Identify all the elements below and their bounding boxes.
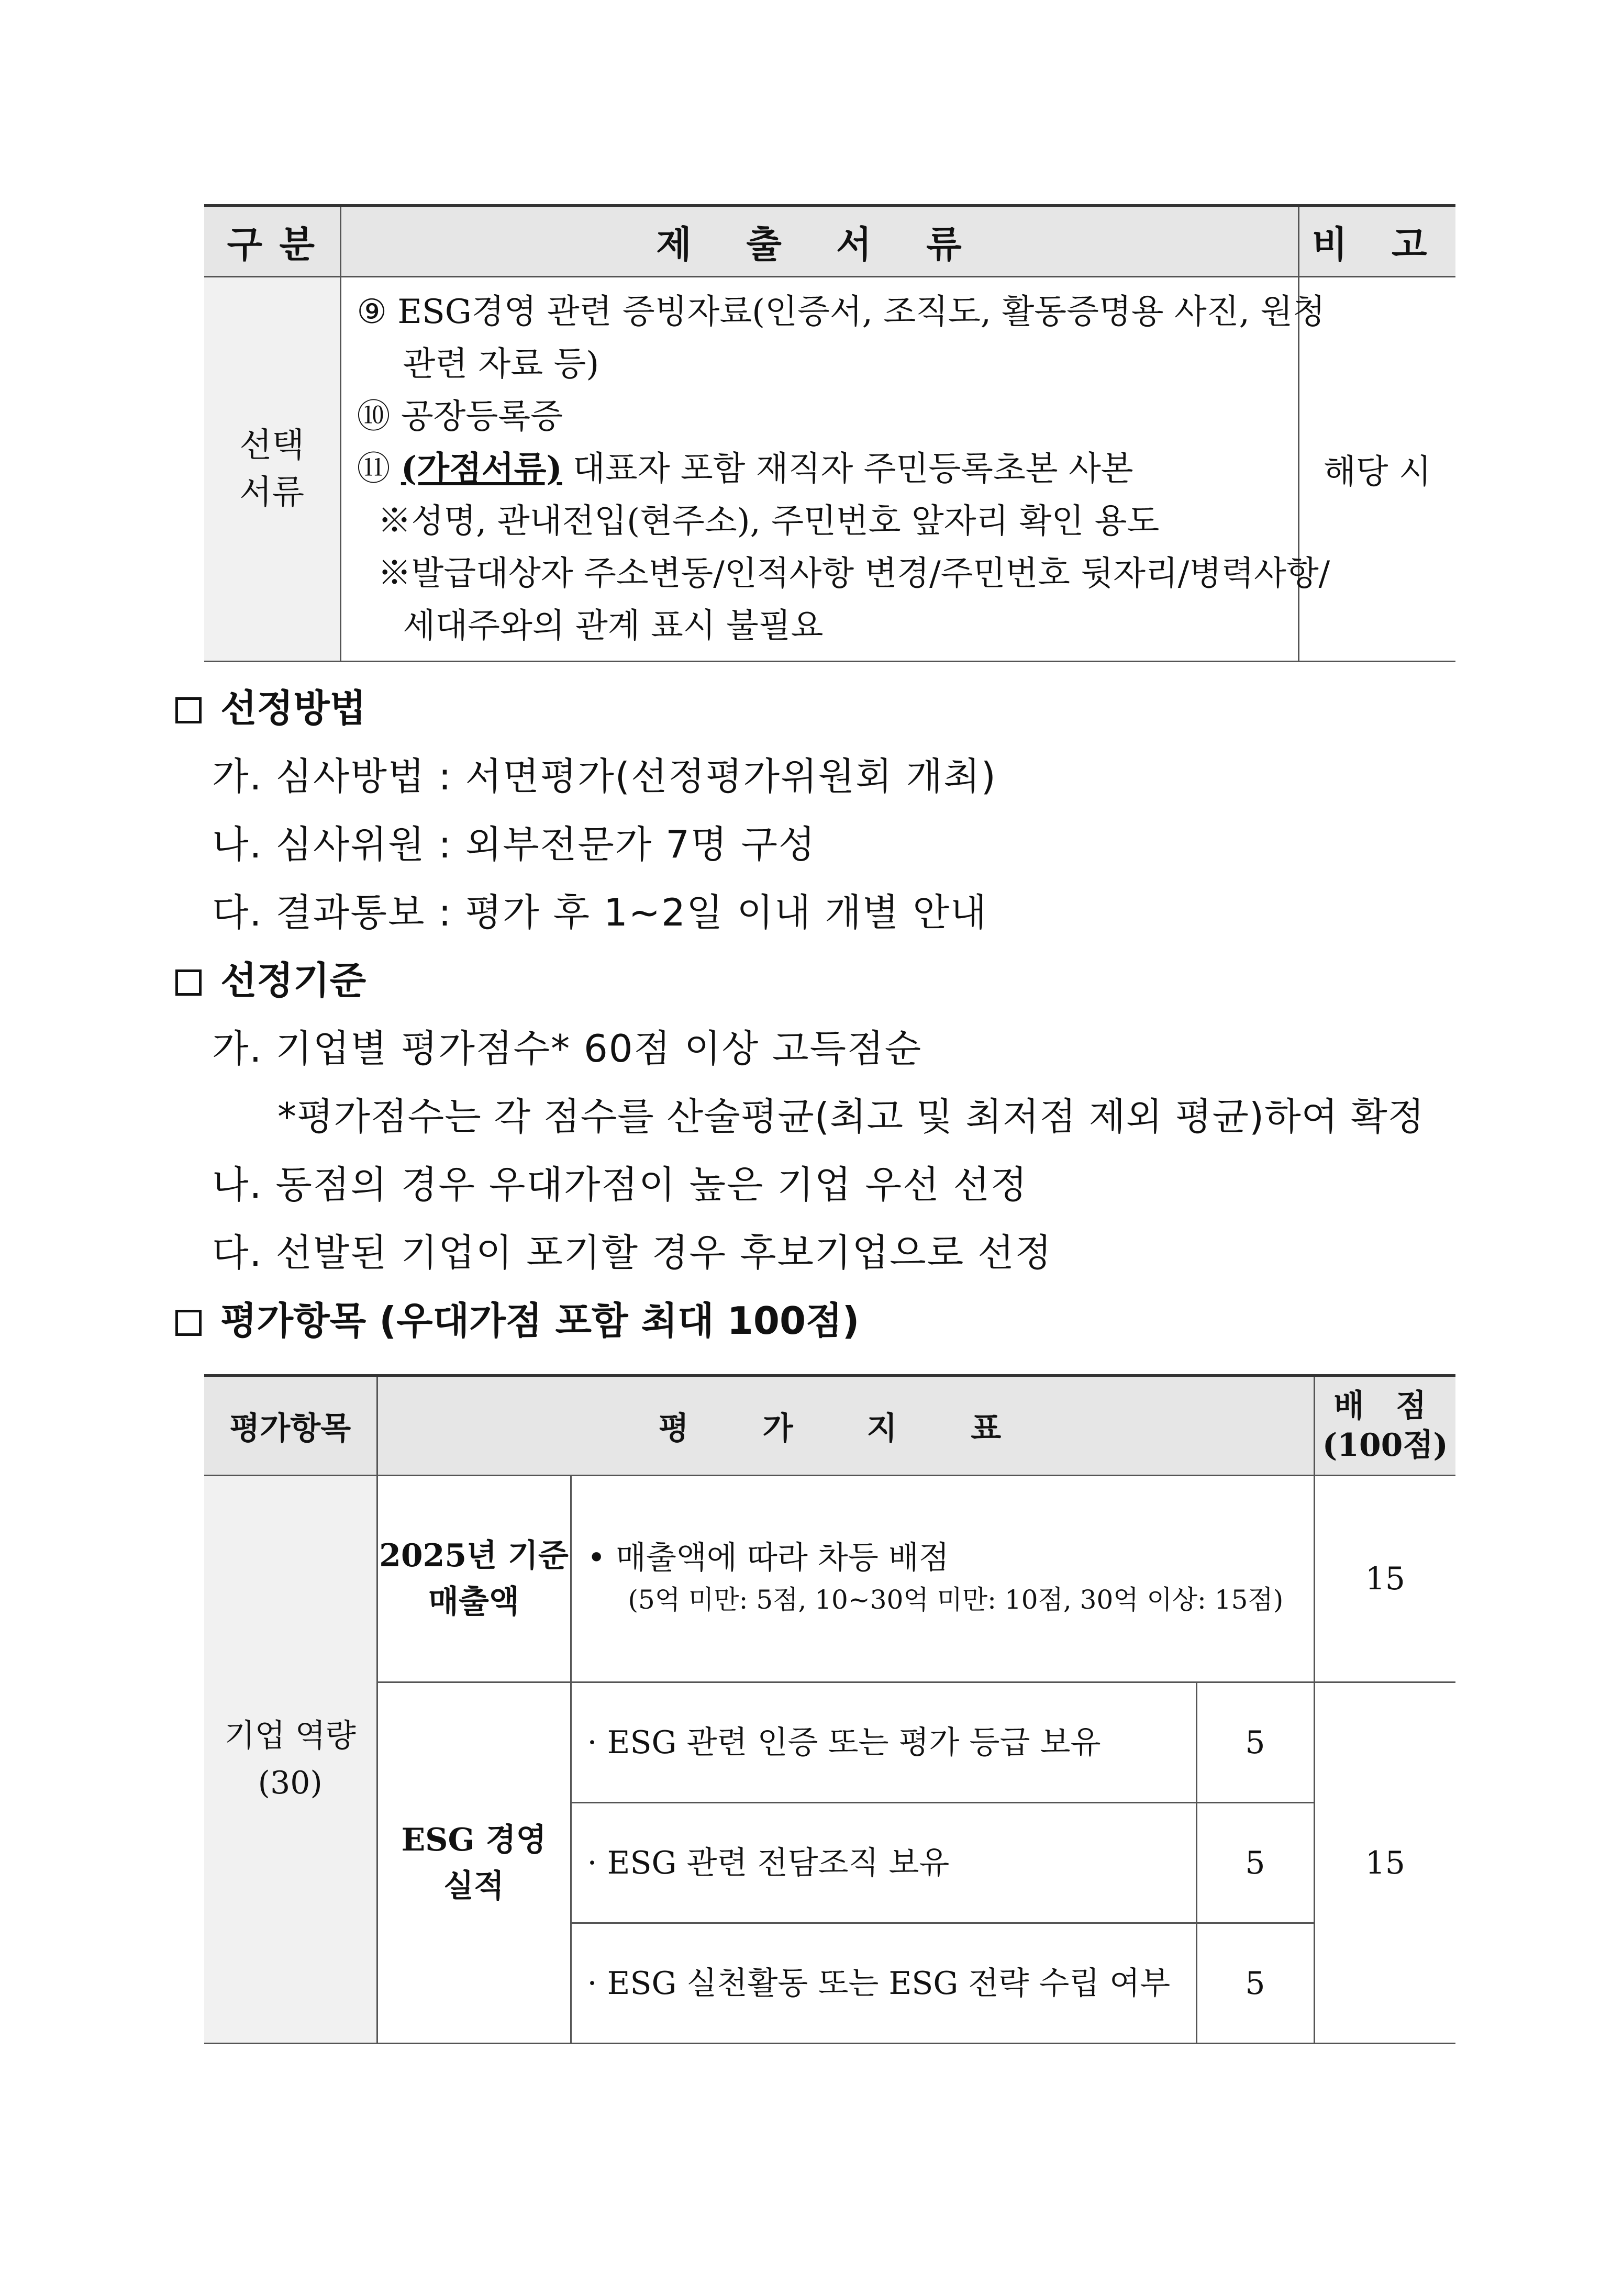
header-eval-item: 평가항목 [204,1376,377,1476]
criteria-footnote: *평가점수는 각 점수를 산술평균(최고 및 최저점 제외 평균)하여 확정 [277,1095,1425,1139]
doc-item-11-text: 대표자 포함 재직자 주민등록초본 사본 [562,450,1133,488]
esg-points-1: 5 [1196,1682,1314,1803]
sub-item-label: 2025년 기준 매출액 [379,1537,569,1620]
table-row [204,277,1455,662]
checkbox-square-icon [175,697,202,723]
selection-method-heading [175,678,366,732]
method-line-3: 다. 결과통보 : 평가 후 1~2일 이내 개별 안내 [212,890,988,934]
esg-indicator-2: · ESG 관련 전담조직 보유 [571,1803,1196,1923]
category-label: 기업 역량 (30) [224,1718,356,1801]
selection-criteria-heading [175,950,366,1005]
sales-indicator-text: • 매출액에 따라 차등 배점 [587,1540,949,1576]
doc-item-11-num: ⑪ [357,450,401,488]
criteria-line-2: 나. 동점의 경우 우대가점이 높은 기업 우선 선정 [212,1163,1028,1207]
table-header-row [204,1376,1455,1476]
header-documents: 제 출 서 류 [340,206,1298,277]
score-cell: 15 [1314,1682,1455,2044]
method-line-2: 나. 심사위원 : 외부전문가 7명 구성 [212,822,816,866]
sub-item-sales [377,1476,571,1682]
header-score-label: 배 점 [1333,1387,1437,1424]
doc-note-2: ※발급대상자 주소변동/인적사항 변경/주민번호 뒷자리/병력사항/ [377,554,1330,593]
category-label: 선택 서류 [239,426,305,512]
criteria-line-1: 가. 기업별 평가점수* 60점 이상 고득점순 [212,1027,922,1071]
doc-item-9: ⑨ ESG경영 관련 증빙자료(인증서, 조직도, 활동증명용 사진, 원청 [357,293,1325,331]
sales-indicator-detail: (5억 미만: 5점, 10~30억 미만: 10점, 30억 이상: 15점) [628,1585,1284,1615]
documents-cell [340,277,1330,662]
doc-item-10: ⑩ 공장등록증 [357,397,563,436]
header-note: 비 고 [1298,206,1455,277]
sub-item-esg [377,1682,571,2044]
method-line-1: 가. 심사방법 : 서면평가(선정평가위원회 개최) [212,754,997,798]
table-row [204,1476,1455,1682]
bonus-docs-label: (가점서류) [401,449,562,488]
score-cell: 15 [1314,1476,1455,1682]
esg-points-3: 5 [1196,1923,1314,2044]
submission-docs-table [204,204,1455,662]
table-header-row [204,206,1455,277]
checkbox-square-icon [175,1310,202,1336]
table-row [204,1682,1455,1803]
note-cell: 해당 시 [1298,277,1455,662]
header-score [1314,1376,1455,1476]
eval-items-heading [175,1290,860,1345]
esg-indicator-1: · ESG 관련 인증 또는 평가 등급 보유 [571,1682,1196,1803]
esg-indicator-3: · ESG 실천활동 또는 ESG 전략 수립 여부 [571,1923,1196,2044]
sales-indicator-cell [571,1476,1314,1682]
doc-note-1: ※성명, 관내전입(현주소), 주민번호 앞자리 확인 용도 [377,502,1160,541]
doc-note-2-cont: 세대주와의 관계 표시 불필요 [403,607,824,645]
doc-item-11 [357,443,1288,495]
category-cell [204,1476,377,2044]
category-cell [204,277,340,662]
criteria-line-3: 다. 선발된 기업이 포기할 경우 후보기업으로 선정 [212,1231,1053,1275]
evaluation-table [204,1374,1455,2044]
header-eval-indicator: 평 가 지 표 [377,1376,1314,1476]
heading-text: 평가항목 (우대가점 포함 최대 100점) [220,1299,860,1343]
header-score-total: (100점) [1322,1426,1448,1464]
esg-points-2: 5 [1196,1803,1314,1923]
sub-item-label: ESG 경영 실적 [401,1821,547,1904]
heading-text: 선정방법 [220,686,366,730]
doc-item-9-cont: 관련 자료 등) [403,345,599,384]
heading-text: 선정기준 [220,958,366,1002]
checkbox-square-icon [175,969,202,996]
header-category: 구 분 [204,206,340,277]
